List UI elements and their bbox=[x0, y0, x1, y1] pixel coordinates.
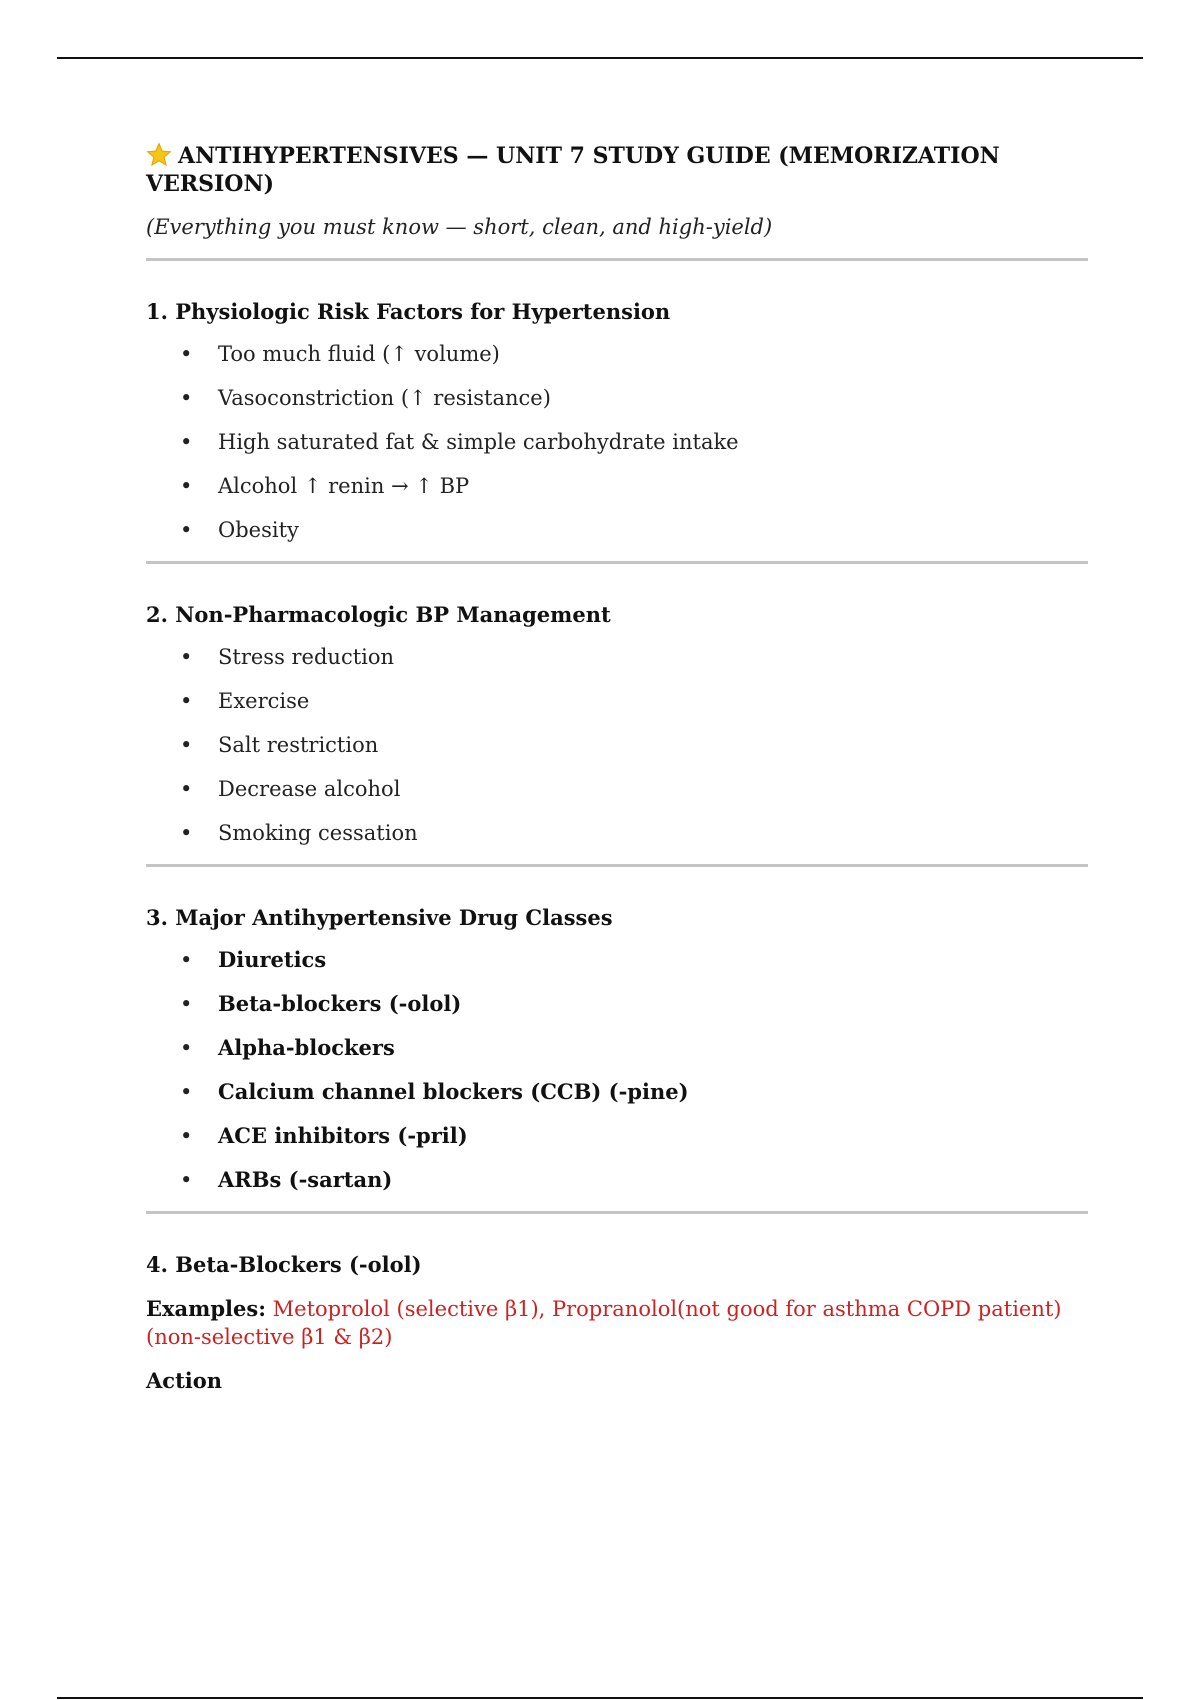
bullet-icon: • bbox=[180, 1036, 193, 1060]
document-subtitle: (Everything you must know — short, clean, and high-yield) bbox=[146, 215, 773, 239]
section-heading-non-pharmacologic: 2. Non-Pharmacologic BP Management bbox=[146, 602, 611, 627]
list-item: • Salt restriction bbox=[180, 733, 379, 757]
section-heading-beta-blockers: 4. Beta-Blockers (-olol) bbox=[146, 1252, 422, 1277]
bullet-icon: • bbox=[180, 518, 193, 542]
action-heading: Action bbox=[146, 1368, 223, 1393]
section-divider bbox=[146, 864, 1088, 867]
bullet-icon: • bbox=[180, 733, 193, 757]
list-item: • Smoking cessation bbox=[180, 821, 418, 845]
bullet-icon: • bbox=[180, 342, 193, 366]
list-item: • Alcohol ↑ renin → ↑ BP bbox=[180, 474, 470, 498]
list-item: • Alpha-blockers bbox=[180, 1035, 395, 1060]
bullet-icon: • bbox=[180, 992, 193, 1016]
bullet-icon: • bbox=[180, 821, 193, 845]
bullet-icon: • bbox=[180, 474, 193, 498]
list-item: • Diuretics bbox=[180, 947, 327, 972]
bullet-icon: • bbox=[180, 948, 193, 972]
bullet-icon: • bbox=[180, 645, 193, 669]
bullet-icon: • bbox=[180, 689, 193, 713]
list-item: • Exercise bbox=[180, 689, 310, 713]
bullet-icon: • bbox=[180, 386, 193, 410]
section-heading-risk-factors: 1. Physiologic Risk Factors for Hypertension bbox=[146, 299, 671, 324]
star-icon bbox=[146, 142, 172, 168]
section-heading-drug-classes: 3. Major Antihypertensive Drug Classes bbox=[146, 905, 613, 930]
page-top-rule bbox=[57, 57, 1143, 59]
list-item: • ACE inhibitors (-pril) bbox=[180, 1123, 468, 1148]
page-bottom-rule bbox=[57, 1697, 1143, 1699]
document-body bbox=[146, 142, 1088, 1395]
list-item: • Beta-blockers (-olol) bbox=[180, 991, 462, 1016]
list-item: • Calcium channel blockers (CCB) (-pine) bbox=[180, 1079, 689, 1104]
list-item: • Stress reduction bbox=[180, 645, 395, 669]
list-item: • Vasoconstriction (↑ resistance) bbox=[180, 386, 551, 410]
document-title-text: ANTIHYPERTENSIVES — UNIT 7 STUDY GUIDE (MEMORIZATION VERSION) bbox=[146, 143, 1000, 197]
section-divider bbox=[146, 1211, 1088, 1214]
bullet-icon: • bbox=[180, 777, 193, 801]
section-divider bbox=[146, 561, 1088, 564]
drug-classes-list bbox=[146, 946, 1088, 1194]
risk-factors-list bbox=[146, 340, 1088, 544]
beta-blocker-examples bbox=[146, 1295, 1088, 1351]
list-item: • High saturated fat & simple carbohydrate intake bbox=[180, 430, 739, 454]
list-item: • Decrease alcohol bbox=[180, 777, 401, 801]
list-item: • Obesity bbox=[180, 518, 299, 542]
bullet-icon: • bbox=[180, 1080, 193, 1104]
bullet-icon: • bbox=[180, 430, 193, 454]
document-title bbox=[146, 142, 1088, 198]
non-pharmacologic-list bbox=[146, 643, 1088, 847]
examples-text: Metoprolol (selective β1), Propranolol(not good for asthma COPD patient) (non-selective β1 & β2) bbox=[146, 1297, 1062, 1349]
examples-label: Examples: bbox=[146, 1296, 266, 1321]
section-divider bbox=[146, 258, 1088, 261]
bullet-icon: • bbox=[180, 1168, 193, 1192]
list-item: • Too much fluid (↑ volume) bbox=[180, 342, 500, 366]
list-item: • ARBs (-sartan) bbox=[180, 1167, 393, 1192]
bullet-icon: • bbox=[180, 1124, 193, 1148]
